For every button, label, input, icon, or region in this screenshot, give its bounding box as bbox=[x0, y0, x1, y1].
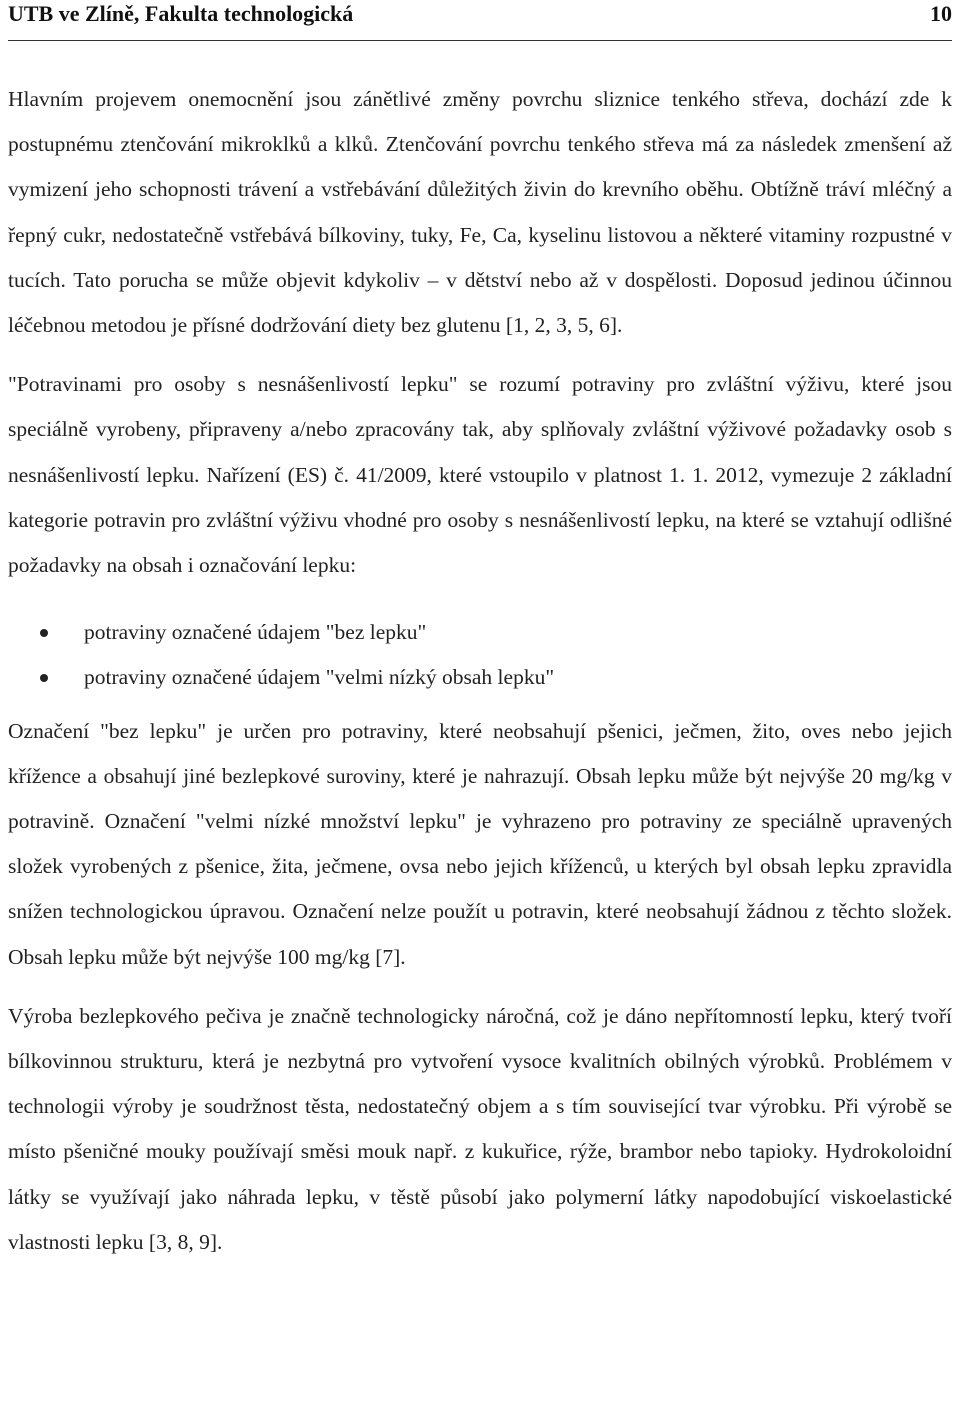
list-item-text: potraviny označené údajem "bez lepku" bbox=[84, 620, 427, 645]
header-title: UTB ve Zlíně, Fakulta technologická bbox=[8, 1, 354, 26]
list-item bbox=[8, 610, 952, 655]
paragraph-disease-symptoms: Hlavním projevem onemocnění jsou zánětlivé změny povrchu sliznice tenkého střeva, dochází zde k postupnému ztenčování mikroklků a klků. Ztenčování povrchu tenkého střeva má za následek zmenšení až vymizení jeho schopnosti trávení a vstřebávání důležitých živin do krevního oběhu. Obtížně tráví mléčný a řepný cukr, nedostatečně vstřebává bílkoviny, tuky, Fe, Ca, kyselinu listovou a některé vitaminy rozpustné v tucích. Tato porucha se může objevit kdykoliv – v dětství nebo až v dospělosti. Doposud jedinou účinnou léčebnou metodou je přísné dodržování diety bez glutenu [1, 2, 3, 5, 6]. bbox=[8, 87, 952, 338]
document-page bbox=[8, 0, 952, 1265]
bullet-icon bbox=[40, 629, 48, 637]
list-item bbox=[8, 655, 952, 700]
list-item-text: potraviny označené údajem "velmi nízký obsah lepku" bbox=[84, 665, 555, 690]
paragraph-regulation: "Potravinami pro osoby s nesnášenlivostí lepku" se rozumí potraviny pro zvláštní výživu, které jsou speciálně vyrobeny, připraveny a/nebo zpracovány tak, aby splňovaly zvláštní výživové požadavky osob s nesnášenlivostí lepku. Nařízení (ES) č. 41/2009, které vstoupilo v platnost 1. 1. 2012, vymezuje 2 základní kategorie potravin pro zvláštní výživu vhodné pro osoby s nesnášenlivostí lepku, na které se vztahují odlišné požadavky na obsah i označování lepku: bbox=[8, 372, 952, 578]
paragraph-production: Výroba bezlepkového pečiva je značně technologicky náročná, což je dáno nepřítomností lepku, který tvoří bílkovinnou strukturu, která je nezbytná pro vytvoření vysoce kvalitních obilných výrobků. Problémem v technologii výroby je soudržnost těsta, nedostatečný objem a s tím související tvar výrobku. Při výrobě se místo pšeničné mouky používají směsi mouk např. z kukuřice, rýže, brambor nebo tapioky. Hydrokoloidní látky se využívají jako náhrada lepku, v těstě působí jako polymerní látky napodobující viskoelastické vlastnosti lepku [3, 8, 9]. bbox=[8, 1003, 952, 1254]
paragraph-labeling: Označení "bez lepku" je určen pro potraviny, které neobsahují pšenici, ječmen, žito, oves nebo jejich křížence a obsahují jiné bezlepkové suroviny, které je nahrazují. Obsah lepku může být nejvýše 20 mg/kg v potravině. Označení "velmi nízké množství lepku" je vyhrazeno pro potraviny ze speciálně upravených složek vyrobených z pšenice, žita, ječmene, ovsa nebo jejich kříženců, u kterých byl obsah lepku zpravidla snížen technologickou úpravou. Označení nelze použít u potravin, které neobsahují žádnou z těchto složek. Obsah lepku může být nejvýše 100 mg/kg [7]. bbox=[8, 718, 952, 969]
page-header bbox=[8, 0, 952, 41]
category-list bbox=[8, 610, 952, 700]
bullet-icon bbox=[40, 674, 48, 682]
page-number: 10 bbox=[930, 1, 952, 26]
